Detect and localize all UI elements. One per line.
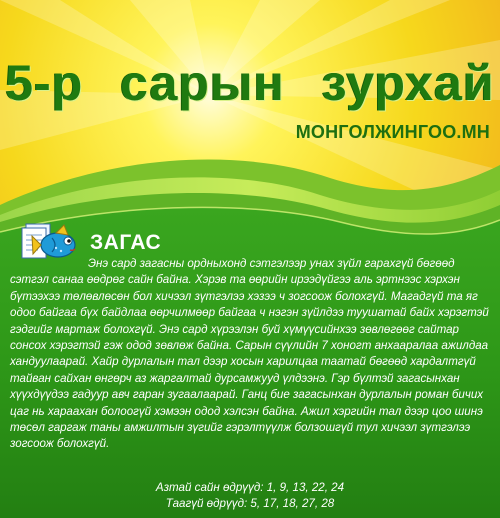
site-name: МОНГОЛЖИНГОО.МН <box>295 122 490 142</box>
unlucky-days: Таагүй өдрүүд: 5, 17, 18, 27, 28 <box>165 497 335 510</box>
sign-title: ЗАГАС <box>90 231 162 254</box>
page-title: 5-р сарын зурхай <box>5 55 495 111</box>
horoscope-text <box>10 256 494 453</box>
lucky-days: Азтай сайн өдрүүд: 1, 9, 13, 22, 24 <box>155 481 345 494</box>
horoscope-paragraph: Энэ сард загасны ордныхонд сэтгэлээр унах зүйл гарахгүй бөгөөд сэтгэл санаа өөдрөг сайн байна. Хэрэв та өөрийн ирээдүйгээ аль эртнээс хэрхэн бүтээхээ төлөвлөсөн бол хичээл зүтгэлээ хэзээ ч зогсоож болохгүй. Магадгүй та яг одоо байгаа бүх байдлаа өөрчилмөөр байгаа ч нэгэн зүйлдээ туушатай байх хэрэгтэй гэдгийг мартаж болохгүй. Энэ сард хүрээлэн буй хүмүүсийнхээ зөвлөгөөг сайтар сонсох хэрэгтэй гэж одод зөвлөж байна. Сарын сүүлийн 7 хоногт анхааралаа ажилдаа хандуулаарай. Хайр дурлалын тал дээр хосын харилцаа таатай бөгөөд хардалтгүй тайван сайхан өнгөрч аз жаргалтай дурсамжууд үлдээнэ. Гэр бүлтэй загасынхан хүүхдүүдээ гадуур авч гаран зугаалаарай. Ганц бие загасынхан дурлалын роман бичих цаг нь хараахан болоогүй хэмээн одод хэлсэн байна. Ажил хэргийн тал дээр цоо шинэ төсөл гаргаж таны амжилтын зүгийг гэрэлтүүлж болзошгүй тул хичээл зүтгэлээ зогсоож болохгүй. <box>10 257 489 451</box>
